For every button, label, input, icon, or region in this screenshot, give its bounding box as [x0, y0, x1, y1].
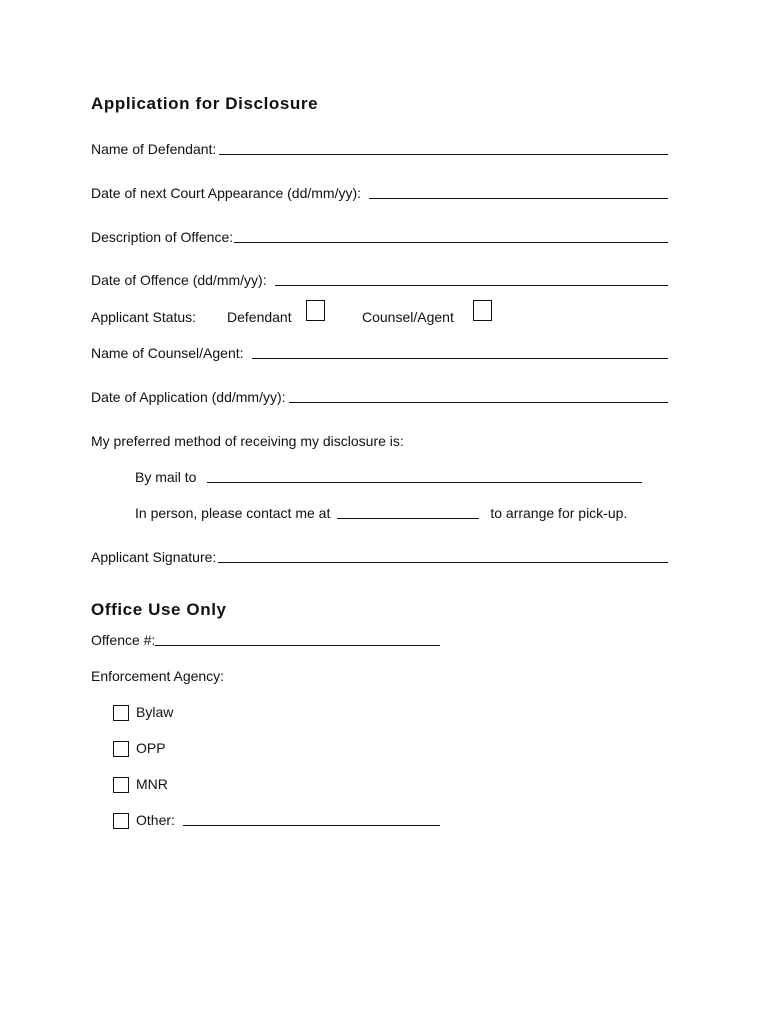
offence-number-label: Offence #:	[91, 632, 156, 648]
mail-address-field[interactable]	[207, 482, 642, 483]
applicant-status-label: Applicant Status:	[91, 309, 197, 325]
status-defendant-checkbox[interactable]	[306, 300, 325, 321]
agency-opp-label: OPP	[136, 740, 166, 756]
court-date-field[interactable]	[369, 198, 668, 199]
agency-bylaw-checkbox[interactable]	[113, 705, 129, 721]
application-date-row	[91, 389, 668, 405]
defendant-name-row	[91, 141, 668, 157]
court-date-row	[91, 185, 668, 201]
offence-number-field[interactable]	[155, 645, 440, 646]
status-counsel-label: Counsel/Agent	[362, 309, 454, 325]
agency-mnr-checkbox[interactable]	[113, 777, 129, 793]
preferred-method-label: My preferred method of receiving my disclosure is:	[91, 433, 404, 449]
status-defendant-label: Defendant	[227, 309, 292, 325]
agency-opp-checkbox[interactable]	[113, 741, 129, 757]
offence-description-field[interactable]	[234, 242, 668, 243]
arrange-pickup-label: to arrange for pick-up.	[490, 505, 628, 521]
offence-date-label: Date of Offence (dd/mm/yy):	[91, 272, 267, 288]
defendant-name-label: Name of Defendant:	[91, 141, 217, 157]
court-date-label: Date of next Court Appearance (dd/mm/yy):	[91, 185, 362, 201]
agency-other-checkbox[interactable]	[113, 813, 129, 829]
offence-date-field[interactable]	[275, 285, 668, 286]
office-use-title: Office Use Only	[91, 600, 227, 619]
counsel-name-field[interactable]	[252, 358, 668, 359]
status-counsel-checkbox[interactable]	[473, 300, 492, 321]
agency-other-field[interactable]	[183, 825, 440, 826]
form-title: Application for Disclosure	[91, 94, 319, 113]
signature-row	[91, 549, 668, 565]
agency-mnr-label: MNR	[136, 776, 168, 792]
defendant-name-field[interactable]	[219, 154, 668, 155]
mail-row	[135, 469, 642, 485]
enforcement-agency-label: Enforcement Agency:	[91, 668, 225, 684]
counsel-name-label: Name of Counsel/Agent:	[91, 345, 244, 361]
in-person-row	[135, 505, 627, 521]
agency-other-row	[136, 812, 440, 828]
signature-field[interactable]	[218, 562, 668, 563]
counsel-name-row	[91, 345, 668, 361]
contact-field[interactable]	[337, 518, 479, 519]
application-date-label: Date of Application (dd/mm/yy):	[91, 389, 286, 405]
offence-date-row	[91, 272, 668, 288]
signature-label: Applicant Signature:	[91, 549, 217, 565]
offence-description-row	[91, 229, 668, 245]
offence-description-label: Description of Offence:	[91, 229, 234, 245]
in-person-label: In person, please contact me at	[135, 505, 331, 521]
application-date-field[interactable]	[289, 402, 668, 403]
agency-bylaw-label: Bylaw	[136, 704, 174, 720]
offence-number-row	[91, 632, 440, 648]
by-mail-label: By mail to	[135, 469, 197, 485]
agency-other-label: Other:	[136, 812, 175, 828]
